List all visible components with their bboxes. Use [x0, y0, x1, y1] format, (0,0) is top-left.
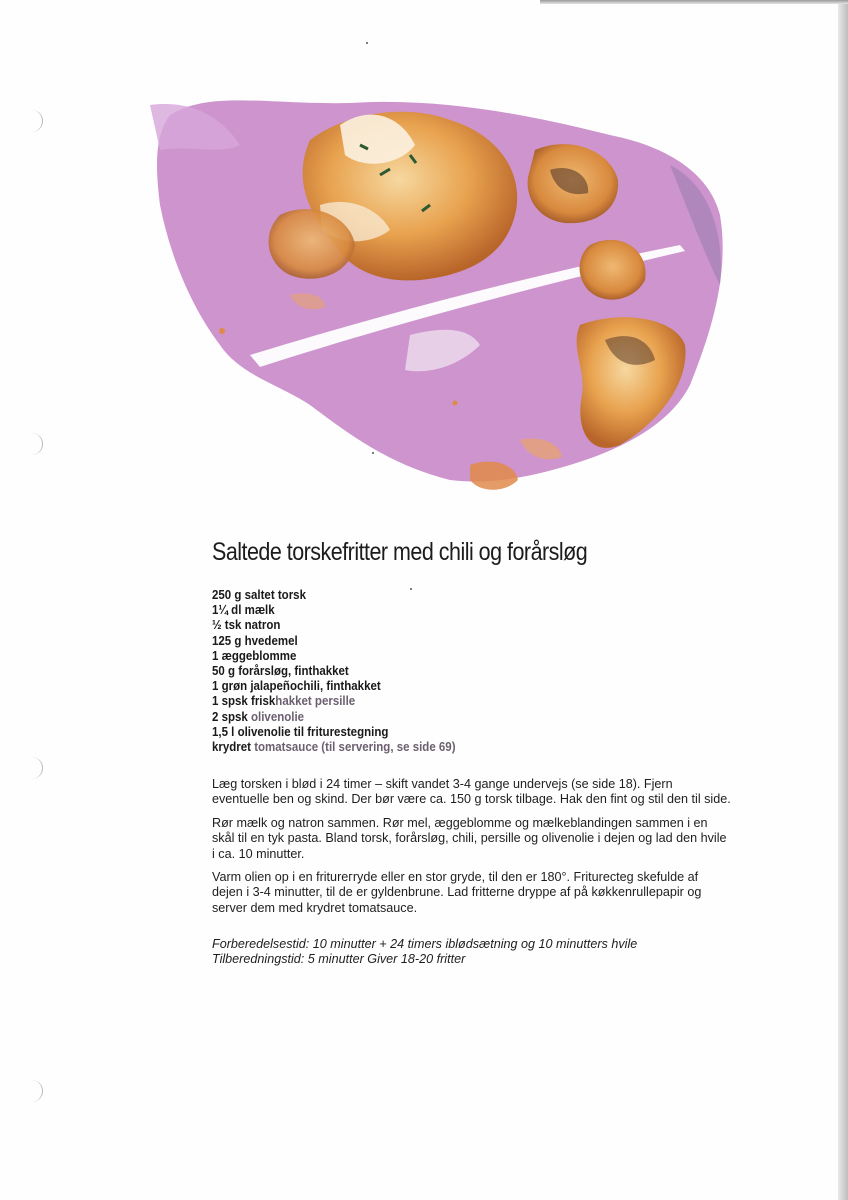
prep-time: Forberedelsestid: 10 minutter + 24 timers iblødsætning og 10 minutters hvile [212, 937, 638, 951]
ingredient-text-faded: tomatsauce (til servering, se side 69) [250, 740, 456, 755]
ingredient-item: ½ tsk natron [212, 618, 281, 633]
ingredient-text-faded: olivenolie [247, 709, 305, 724]
ingredient-item: 50 g forårsløg, finthakket [212, 664, 349, 679]
ingredient-item: 1¼ dl mælk [212, 603, 275, 618]
recipe-timing [212, 937, 752, 967]
punch-hole-mark [28, 110, 43, 132]
ingredient-item: 1,5 l olivenolie til friturestegning [212, 724, 389, 739]
scan-speck [366, 42, 368, 44]
ingredient-text: krydret [212, 740, 251, 755]
ingredient-item: 1 æggeblomme [212, 648, 297, 663]
punch-hole-mark [28, 1080, 43, 1102]
recipe-title: Saltede torskefritter med chili og forårsløg [212, 538, 588, 566]
method-paragraph: Læg torsken i blød i 24 timer – skift vandet 3-4 gange undervejs (se side 18). Fjern eventuelle ben og skind. Der bør være ca. 150 g torsk tilbage. Hak den fint og stil den til side. [212, 777, 731, 807]
method-paragraph: Rør mælk og natron sammen. Rør mel, æggeblomme og mælkeblandingen sammen i en skål til en tyk pasta. Bland torsk, forårsløg, chili, persille og olivenolie i dejen og lad den hvile i ca. 10 minutter. [212, 815, 727, 861]
ingredient-list [212, 588, 456, 755]
ingredient-text: 1 spsk frisk [212, 694, 276, 709]
scan-edge-top [540, 0, 848, 4]
cook-time: Tilberedningstid: 5 minutter Giver 18-20 fritter [212, 952, 466, 966]
ingredient-item [212, 740, 456, 755]
ingredient-text-faded: hakket persille [275, 694, 356, 709]
ingredient-item: 125 g hvedemel [212, 633, 298, 648]
ingredient-item: 250 g saltet torsk [212, 588, 306, 602]
punch-hole-mark [28, 757, 43, 779]
punch-hole-mark [28, 433, 43, 455]
method-paragraph: Varm olien op i en friturегryde eller en stor gryde, til den er 180°. Friturесteg skefulde af dejen i 3-4 minutter, til de er gyldenbrune. Lad fritterne dryppe af på køkkenrullepapir og server dem med krydret tomatsauce. [212, 870, 702, 915]
method-text [212, 777, 732, 924]
ingredient-item: 1 grøn jalapeñochili, finthakket [212, 679, 381, 694]
ingredient-item [212, 694, 456, 709]
scan-edge-right [838, 0, 848, 1200]
ingredient-item [212, 710, 456, 725]
ingredient-text: 2 spsk [212, 709, 248, 724]
food-photo [150, 85, 730, 505]
